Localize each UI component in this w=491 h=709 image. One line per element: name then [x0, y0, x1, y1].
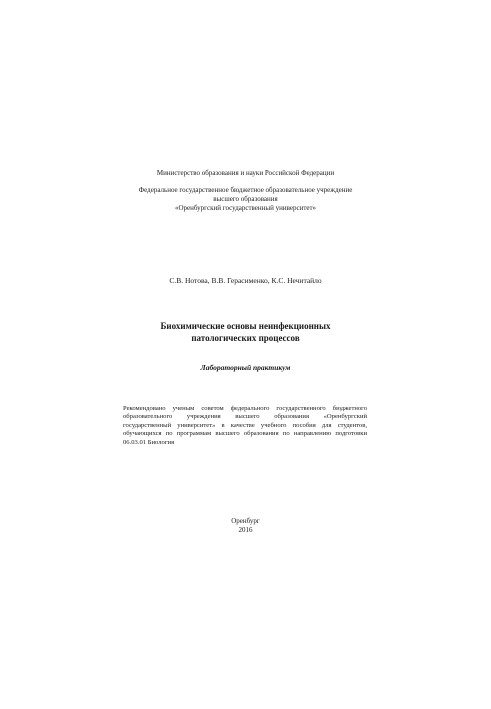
title-line: Биохимические основы неинфекционных	[160, 321, 331, 331]
recommendation-line: Рекомендовано ученым советом федерального государственного бюджетного	[123, 405, 367, 412]
recommendation-paragraph	[123, 405, 367, 447]
recommendation-line: государственный университет» в качестве учебного пособия для студентов,	[123, 421, 367, 429]
institution-line: Федеральное государственное бюджетное образовательное учреждение	[138, 186, 353, 194]
recommendation-line: обучающихся по программам высшего образования по направлению подготовки	[123, 430, 367, 438]
institution-block	[0, 186, 491, 213]
publication-city: Оренбург	[231, 517, 260, 525]
title-line: патологических процессов	[191, 333, 300, 343]
recommendation-line: 06.03.01 Биология	[123, 438, 175, 446]
document-subtitle: Лабораторный практикум	[200, 363, 291, 372]
document-title	[0, 320, 491, 344]
recommendation-line: образовательного учреждения высшего образования «Оренбургский	[123, 413, 367, 421]
institution-line: «Оренбургский государственный университет»	[174, 204, 317, 212]
institution-line: высшего образования	[213, 195, 278, 203]
publication-year: 2016	[238, 526, 253, 534]
ministry-line: Министерство образования и науки Российской Федерации	[156, 169, 335, 177]
authors-line: С.В. Нотова, В.В. Герасименко, К.С. Нечитайло	[169, 276, 322, 285]
